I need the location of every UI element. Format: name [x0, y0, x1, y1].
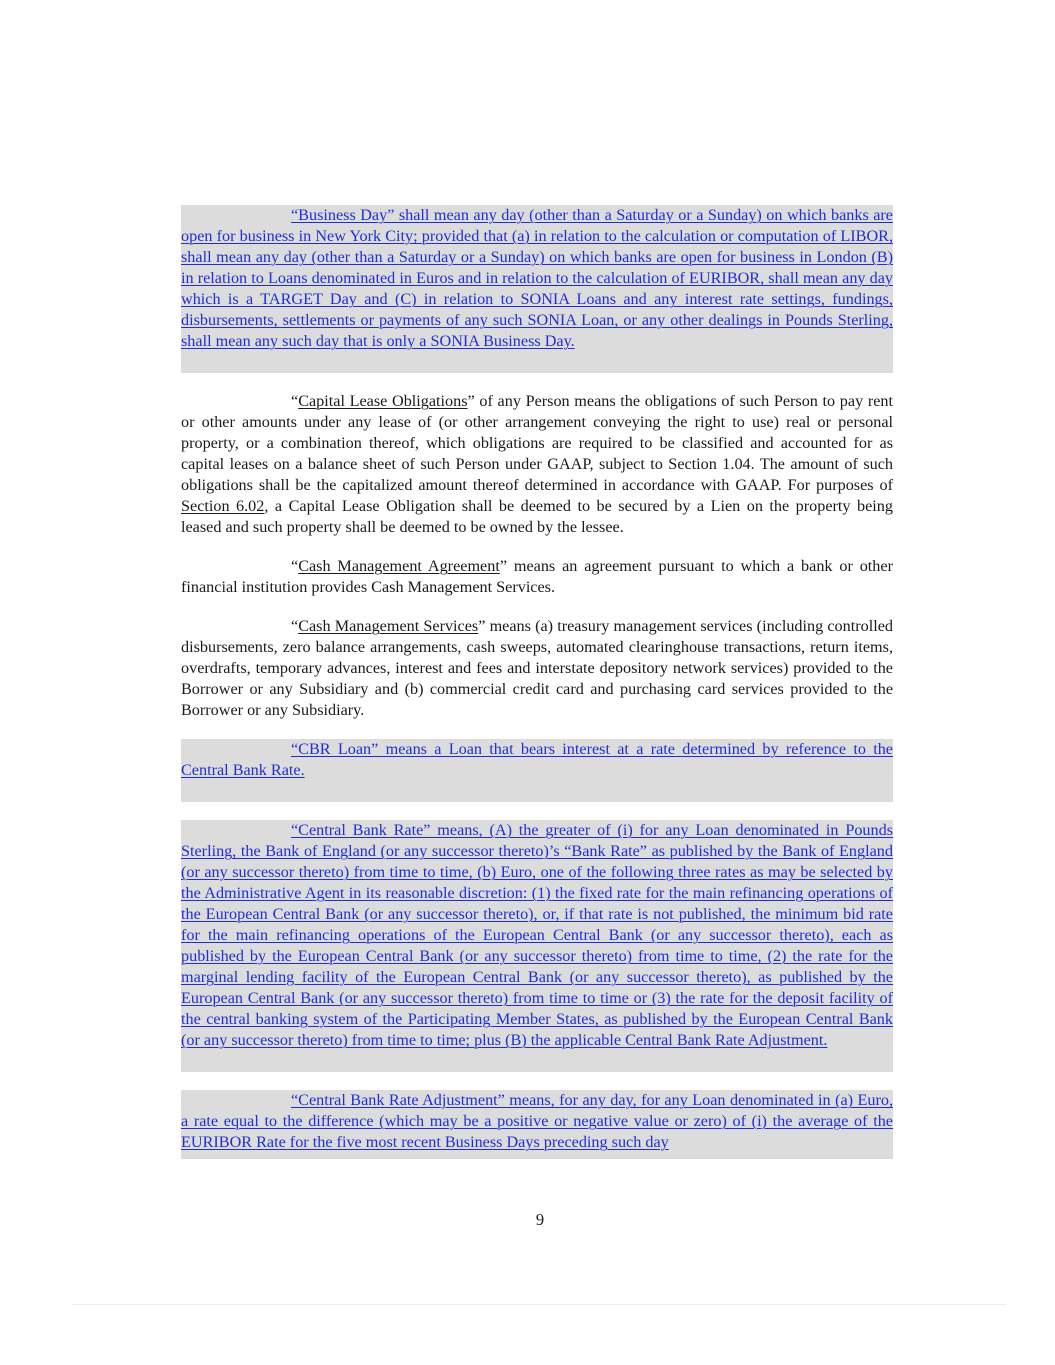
definition-cash-management-services [181, 616, 893, 721]
open-quote: “ [291, 617, 299, 635]
open-quote: “ [291, 392, 299, 410]
inserted-text: “Central Bank Rate” means, (A) the greater of (i) for any Loan denominated in Pounds Sterling, the Bank of England (or any successor thereto)’s “Bank Rate” as published by the Bank of England (or any successor thereto) from time to time, (b) Euro, one of the following three rates as may be selected by the Administrative Agent in its reasonable discretion: (1) the fixed rate for the main refinancing operations of the European Central Bank (or any successor thereto), or, if that rate is not published, the minimum bid rate for the main refinancing operations of the European Central Bank (or any successor thereto), each as published by the European Central Bank (or any successor thereto) from time to time, (2) the rate for the marginal lending facility of the European Central Bank (or any successor thereto), as published by the European Central Bank (or any successor thereto) from time to time or (3) the rate for the deposit facility of the central banking system of the Participating Member States, as published by the European Central Bank (or any successor thereto) from time to time; plus (B) the applicable Central Bank Rate Adjustment. [181, 821, 893, 1049]
definition-text: ” of any Person means the obligations of such Person to pay rent or other amounts under any lease of (or other arrangement conveying the right to use) real or personal property, or a combination thereof, which obligations are required to be classified and accounted for as capital leases on a balance sheet of such Person under GAAP, subject to Section 1.04. The amount of such obligations shall be the capitalized amount thereof determined in accordance with GAAP. For purposes of [181, 392, 893, 494]
inserted-text: “Central Bank Rate Adjustment” means, for any day, for any Loan denominated in (a) Euro, a rate equal to the difference (which may be a positive or negative value or zero) of (i) the average of the EURIBOR Rate for the five most recent Business Days preceding such day [181, 1091, 893, 1151]
definition-cbr-loan [181, 739, 893, 802]
definition-business-day [181, 205, 893, 373]
page-body [181, 205, 893, 1171]
section-reference: Section 6.02 [181, 497, 265, 515]
defined-term: Cash Management Services [298, 617, 479, 635]
open-quote: “ [291, 557, 299, 575]
inserted-text: “Business Day” shall mean any day (other than a Saturday or a Sunday) on which banks are open for business in New York City; provided that (a) in relation to the calculation or computation of LIBOR, shall mean any day (other than a Saturday or a Sunday) on which banks are open for business in London (B) in relation to Loans denominated in Euros and in relation to the calculation of EURIBOR, shall mean any day which is a TARGET Day and (C) in relation to SONIA Loans and any interest rate settings, fundings, disbursements, settlements or payments of any such SONIA Loan, or any other dealings in Pounds Sterling, shall mean any such day that is only a SONIA Business Day. [181, 206, 893, 350]
footer-divider [72, 1304, 1006, 1305]
definition-text: ” means an agreement pursuant to which a bank or other financial institution provides Cash Management Services. [181, 557, 893, 596]
page-number: 9 [535, 1210, 545, 1229]
definition-text: , a Capital Lease Obligation shall be deemed to be secured by a Lien on the property being leased and such property shall be deemed to be owned by the lessee. [181, 497, 893, 536]
definition-central-bank-rate-adjustment [181, 1090, 893, 1159]
definition-central-bank-rate [181, 820, 893, 1072]
definition-cash-management-agreement [181, 556, 893, 598]
definition-capital-lease-obligations [181, 391, 893, 538]
defined-term: Capital Lease Obligations [298, 392, 468, 410]
definition-text: ” means (a) treasury management services (including controlled disbursements, zero balance arrangements, cash sweeps, automated clearinghouse transactions, return items, overdrafts, temporary advances, interest and fees and interstate depository network services) provided to the Borrower or any Subsidiary and (b) commercial credit card and purchasing card services provided to the Borrower or any Subsidiary. [181, 617, 894, 719]
inserted-text: “CBR Loan” means a Loan that bears interest at a rate determined by reference to the Central Bank Rate. [181, 740, 893, 779]
defined-term: Cash Management Agreement [298, 557, 500, 575]
